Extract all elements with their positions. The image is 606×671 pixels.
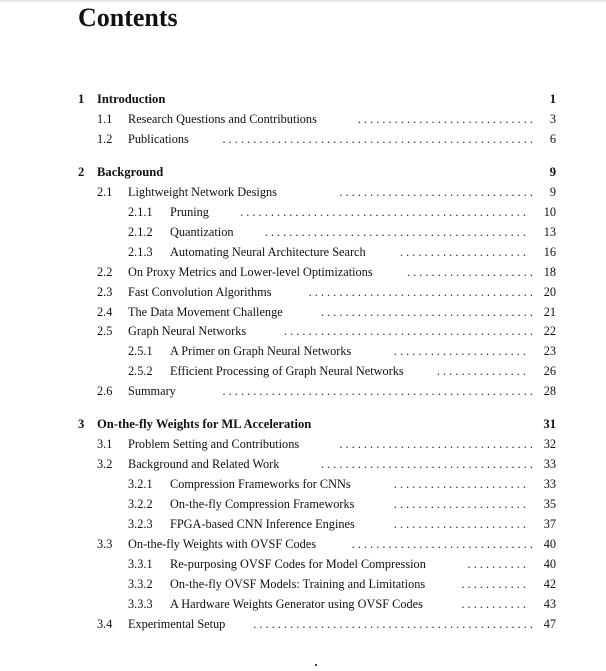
toc-entry-2-4[interactable] [97,302,556,322]
section-page-number: 22 [543,324,556,338]
toc-entry-2-5[interactable] [97,321,556,341]
subsection-title: Efficient Processing of Graph Neural Networks [170,364,404,378]
section-number: 2.2 [97,265,113,279]
section-number: 2.1 [97,185,113,199]
dot-leader: . . . . . . . . . . . . . . . . . . . . . . . . . . . . . . . . . . . [320,457,533,471]
dot-leader: . . . . . . . . . . . . . . . . . . . . . [406,265,533,279]
toc-entry-1-1[interactable] [97,109,556,129]
subsection-number: 2.5.2 [128,364,153,378]
toc-entry-3-3[interactable] [97,534,556,554]
chapter-page-number: 1 [549,92,556,106]
section-title: On Proxy Metrics and Lower-level Optimizations [128,265,373,279]
toc-entry-3-3-3[interactable] [128,594,556,614]
subsection-title: A Primer on Graph Neural Networks [170,344,352,358]
chapter-title: On-the-fly Weights for ML Acceleration [97,417,312,431]
chapter-page-number: 9 [549,165,556,179]
section-title: Fast Convolution Algorithms [128,285,272,299]
toc-entry-3-4[interactable] [97,614,556,634]
section-title: Background and Related Work [128,457,280,471]
dot-leader: . . . . . . . . . . [467,557,526,571]
dot-leader: . . . . . . . . . . . . . . . . . . . . . [399,245,526,259]
section-number: 2.3 [97,285,113,299]
section-page-number: 33 [543,457,556,471]
subsection-page-number: 33 [543,477,556,491]
section-title: Lightweight Network Designs [128,185,277,199]
subsection-page-number: 37 [543,517,556,531]
subsection-number: 3.3.3 [128,597,153,611]
page-title: Contents [78,3,178,32]
section-page-number: 32 [543,437,556,451]
subsection-title: On-the-fly OVSF Models: Training and Limitations [170,577,426,591]
dot-leader: . . . . . . . . . . . . . . . . . . . . . . [393,517,526,531]
subsection-number: 2.5.1 [128,344,153,358]
toc-entry-3-3-1[interactable] [128,554,556,574]
toc-entry-2-1-3[interactable] [128,242,556,262]
dot-leader: . . . . . . . . . . . . . . . . . . . . . . . . . . . . . . . . . . . [320,305,533,319]
chapter-number: 3 [78,417,85,431]
subsection-title: FPGA-based CNN Inference Engines [170,517,355,531]
section-page-number: 28 [543,384,556,398]
subsection-number: 2.1.1 [128,205,153,219]
subsection-title: Compression Frameworks for CNNs [170,477,351,491]
section-page-number: 6 [549,132,556,146]
toc-entry-3-2-2[interactable] [128,494,556,514]
subsection-number: 3.2.3 [128,517,153,531]
chapter-number: 1 [78,92,85,106]
subsection-page-number: 40 [543,557,556,571]
section-number: 1.2 [97,132,113,146]
dot-leader: . . . . . . . . . . . [461,597,526,611]
section-number: 3.1 [97,437,113,451]
subsection-page-number: 43 [543,597,556,611]
toc-entry-3-2-1[interactable] [128,474,556,494]
subsection-page-number: 10 [543,205,556,219]
dot-leader: . . . . . . . . . . . . . . . . . . . . . . . . . . . . . . . . . . . . . . . . . . . . . . . . . . . [222,384,533,398]
subsection-number: 3.2.2 [128,497,153,511]
section-page-number: 20 [543,285,556,299]
section-number: 2.4 [97,305,113,319]
toc-entry-2-2[interactable] [97,262,556,282]
chapter-page-number: 31 [543,417,556,431]
subsection-title: Automating Neural Architecture Search [170,245,366,259]
subsection-title: Quantization [170,225,234,239]
section-title: Graph Neural Networks [128,324,247,338]
subsection-page-number: 26 [543,364,556,378]
section-number: 1.1 [97,112,113,126]
section-title: The Data Movement Challenge [128,305,283,319]
section-title: Experimental Setup [128,617,226,631]
dot-leader: . . . . . . . . . . . . . . . . . . . . . . . . . . . . . . . . [339,437,533,451]
toc-chapter-2[interactable] [78,162,556,182]
subsection-number: 3.3.1 [128,557,153,571]
chapter-title: Background [97,165,164,179]
subsection-title: Re-purposing OVSF Codes for Model Compression [170,557,426,571]
toc-entry-3-3-2[interactable] [128,574,556,594]
dot-leader: . . . . . . . . . . . . . . . . . . . . . . . . . . . . . . . . . . . . . [308,285,533,299]
dot-leader: . . . . . . . . . . . . . . . . . . . . . . . . . . . . . . . . . . . . . . . . . . . [264,225,526,239]
subsection-number: 3.2.1 [128,477,153,491]
subsection-page-number: 42 [543,577,556,591]
dot-leader: . . . . . . . . . . . . . . . . . . . . . . [393,497,526,511]
toc-entry-2-6[interactable] [97,381,556,401]
dot-leader: . . . . . . . . . . . . . . . . . . . . . . . . . . . . . . . . . . . . . . . . . [283,324,533,338]
dot-leader: . . . . . . . . . . . . . . . [436,364,526,378]
subsection-number: 3.3.2 [128,577,153,591]
toc-entry-3-1[interactable] [97,434,556,454]
toc-entry-2-1-2[interactable] [128,222,556,242]
dot-leader: . . . . . . . . . . . . . . . . . . . . . . . . . . . . . . . . [339,185,533,199]
subsection-number: 2.1.2 [128,225,153,239]
dot-leader: . . . . . . . . . . . . . . . . . . . . . . . . . . . . . . . . . . . . . . . . . . . . . . [253,617,533,631]
section-title: Publications [128,132,189,146]
section-page-number: 47 [543,617,556,631]
toc-entry-2-1[interactable] [97,182,556,202]
subsection-title: A Hardware Weights Generator using OVSF Codes [170,597,423,611]
dot-leader: . . . . . . . . . . . . . . . . . . . . . . [393,477,526,491]
toc-entry-2-3[interactable] [97,282,556,302]
dot-leader: . . . . . . . . . . . . . . . . . . . . . . [393,344,526,358]
subsection-number: 2.1.3 [128,245,153,259]
toc-entry-2-1-1[interactable] [128,202,556,222]
toc-entry-3-2[interactable] [97,454,556,474]
section-number: 3.2 [97,457,113,471]
section-number: 3.4 [97,617,113,631]
dot-leader: . . . . . . . . . . . . . . . . . . . . . . . . . . . . . [357,112,533,126]
section-title: Summary [128,384,176,398]
subsection-page-number: 16 [543,245,556,259]
section-number: 2.5 [97,324,113,338]
subsection-page-number: 35 [543,497,556,511]
subsection-title: On-the-fly Compression Frameworks [170,497,355,511]
section-number: 3.3 [97,537,113,551]
section-number: 2.6 [97,384,113,398]
section-title: On-the-fly Weights with OVSF Codes [128,537,317,551]
section-title: Problem Setting and Contributions [128,437,300,451]
section-page-number: 40 [543,537,556,551]
toc-chapter-3[interactable] [78,414,556,434]
dot-leader: . . . . . . . . . . . . . . . . . . . . . . . . . . . . . . . . . . . . . . . . . . . . . . . [240,205,526,219]
section-page-number: 3 [549,112,556,126]
toc-entry-2-5-1[interactable] [128,341,556,361]
toc-chapter-1[interactable] [78,89,556,109]
subsection-title: Pruning [170,205,209,219]
toc-entry-2-5-2[interactable] [128,361,556,381]
chapter-title: Introduction [97,92,166,106]
toc-entry-3-2-3[interactable] [128,514,556,534]
dot-leader: . . . . . . . . . . . . . . . . . . . . . . . . . . . . . . . . . . . . . . . . . . . . . . . . . . . [222,132,533,146]
toc-entry-1-2[interactable] [97,129,556,149]
subsection-page-number: 13 [543,225,556,239]
section-page-number: 18 [543,265,556,279]
section-page-number: 21 [543,305,556,319]
subsection-page-number: 23 [543,344,556,358]
section-title: Research Questions and Contributions [128,112,317,126]
section-page-number: 9 [549,185,556,199]
dot-leader: . . . . . . . . . . . . . . . . . . . . . . . . . . . . . . [351,537,533,551]
chapter-number: 2 [78,165,85,179]
dot-leader: . . . . . . . . . . . [461,577,526,591]
page-footer-mark [315,664,317,666]
